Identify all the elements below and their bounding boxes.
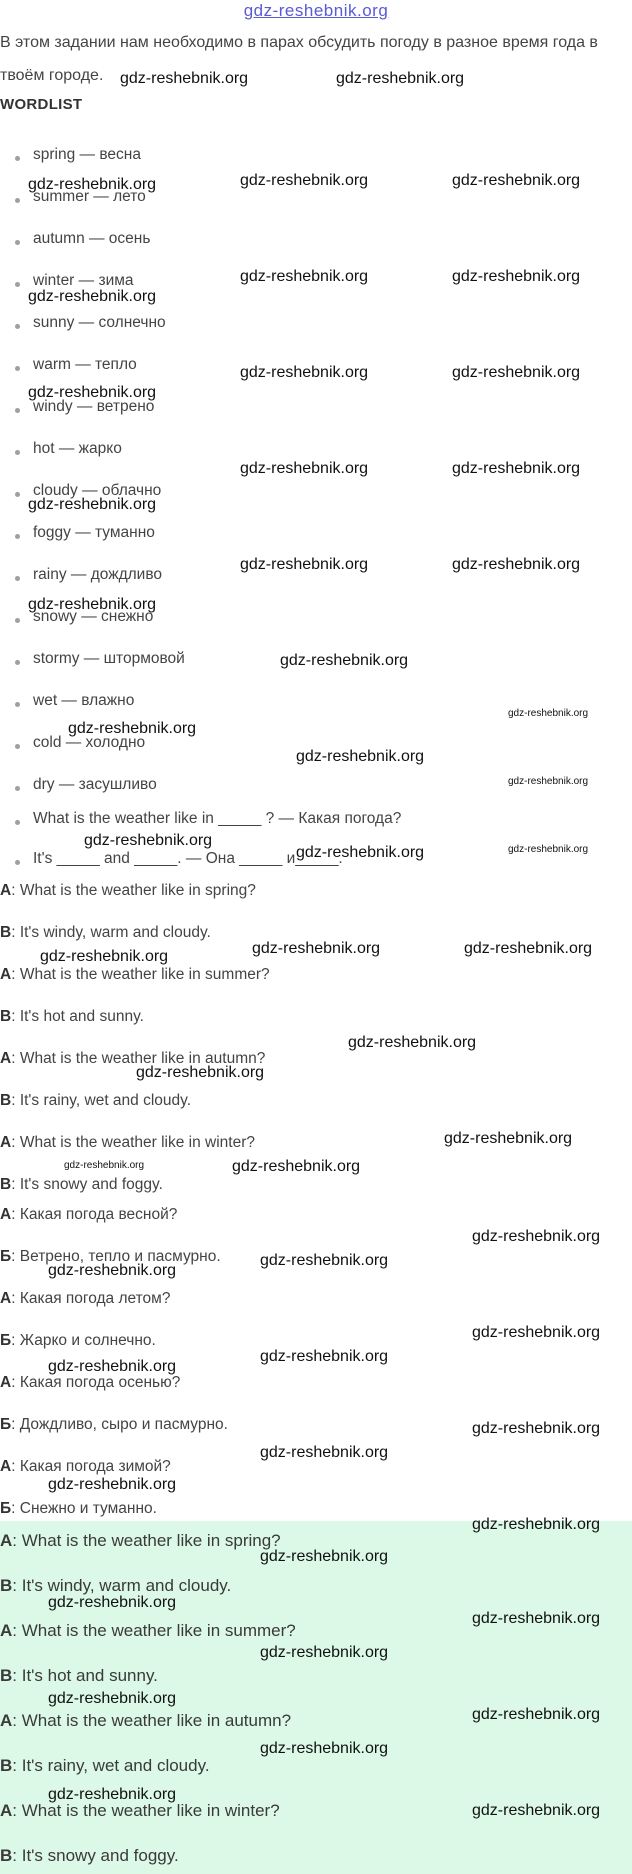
- wordlist-item: cloudy — облачно: [33, 482, 162, 499]
- dialog-line: [0, 1621, 296, 1641]
- dialog-line: [0, 1666, 158, 1686]
- speaker-label: B: [0, 1176, 12, 1193]
- line-text: : Какая погода зимой?: [11, 1458, 171, 1475]
- line-text: : What is the weather like in winter?: [12, 1801, 280, 1820]
- line-text: : What is the weather like in summer?: [12, 1621, 296, 1640]
- speaker-label: Б: [0, 1500, 12, 1517]
- wordlist-item: foggy — туманно: [33, 524, 155, 541]
- watermark-text: gdz-reshebnik.org: [48, 1358, 177, 1375]
- watermark-text: gdz-reshebnik.org: [240, 556, 369, 573]
- line-text: : What is the weather like in winter?: [11, 1134, 256, 1151]
- line-text: : What is the weather like in spring?: [11, 882, 256, 899]
- wordlist-item: cold — холодно: [33, 734, 146, 751]
- watermark-text: gdz-reshebnik.org: [452, 268, 581, 285]
- line-text: : Дождливо, сыро и пасмурно.: [11, 1416, 228, 1433]
- watermark-text: gdz-reshebnik.org: [508, 776, 589, 787]
- watermark-text: gdz-reshebnik.org: [48, 1786, 177, 1803]
- line-text: : It's hot and sunny.: [12, 1666, 158, 1685]
- watermark-text: gdz-reshebnik.org: [28, 176, 157, 193]
- dialog-line: [0, 1756, 210, 1776]
- dialog-line: [0, 924, 211, 942]
- watermark-text: gdz-reshebnik.org: [472, 1228, 601, 1245]
- watermark-text: gdz-reshebnik.org: [508, 844, 589, 855]
- speaker-label: A: [0, 1621, 13, 1640]
- speaker-label: A: [0, 882, 12, 899]
- speaker-label: А: [0, 1458, 12, 1475]
- speaker-label: B: [0, 1008, 12, 1025]
- dialog-line: [0, 966, 270, 984]
- bullet-icon: [15, 282, 20, 287]
- wordlist-heading: WORDLIST: [0, 96, 83, 113]
- line-text: : It's hot and sunny.: [11, 1008, 144, 1025]
- dialog-line: [0, 1176, 163, 1194]
- dialog-line: [0, 1711, 291, 1731]
- watermark-text: gdz-reshebnik.org: [452, 460, 581, 477]
- watermark-text: gdz-reshebnik.org: [472, 1610, 601, 1627]
- watermark-text: gdz-reshebnik.org: [260, 1348, 389, 1365]
- watermark-text: gdz-reshebnik.org: [336, 70, 465, 87]
- watermark-text: gdz-reshebnik.org: [136, 1064, 265, 1081]
- line-text: : Какая погода осенью?: [11, 1374, 181, 1391]
- bullet-icon: [15, 660, 20, 665]
- watermark-text: gdz-reshebnik.org: [260, 1740, 389, 1757]
- watermark-text: gdz-reshebnik.org: [64, 1160, 145, 1171]
- watermark-text: gdz-reshebnik.org: [240, 268, 369, 285]
- speaker-label: Б: [0, 1416, 12, 1433]
- watermark-text: gdz-reshebnik.org: [452, 172, 581, 189]
- dialog-line: [0, 882, 256, 900]
- wordlist-item: rainy — дождливо: [33, 566, 162, 583]
- wordlist-item: hot — жарко: [33, 440, 122, 457]
- watermark-text: gdz-reshebnik.org: [28, 496, 157, 513]
- bullet-icon: [15, 702, 20, 707]
- bullet-icon: [15, 786, 20, 791]
- speaker-label: B: [0, 1666, 13, 1685]
- speaker-label: A: [0, 1711, 13, 1730]
- dialog-line: [0, 1206, 177, 1224]
- watermark-text: gdz-reshebnik.org: [464, 940, 593, 957]
- line-text: : Какая погода весной?: [11, 1206, 178, 1223]
- watermark-text: gdz-reshebnik.org: [252, 940, 381, 957]
- speaker-label: А: [0, 1290, 12, 1307]
- watermark-text: gdz-reshebnik.org: [48, 1690, 177, 1707]
- bullet-icon: [15, 408, 20, 413]
- site-title[interactable]: gdz-reshebnik.org: [243, 1, 389, 20]
- dialog-line: [0, 1500, 157, 1518]
- watermark-text: gdz-reshebnik.org: [444, 1130, 573, 1147]
- line-text: : What is the weather like in spring?: [12, 1531, 281, 1550]
- wordlist-item: spring — весна: [33, 146, 141, 163]
- bullet-icon: [15, 618, 20, 623]
- watermark-text: gdz-reshebnik.org: [348, 1034, 477, 1051]
- bullet-icon: [15, 240, 20, 245]
- bullet-icon: [15, 534, 20, 539]
- wordlist-item: windy — ветрено: [33, 398, 155, 415]
- watermark-text: gdz-reshebnik.org: [48, 1476, 177, 1493]
- watermark-text: gdz-reshebnik.org: [240, 460, 369, 477]
- speaker-label: Б: [0, 1332, 12, 1349]
- watermark-text: gdz-reshebnik.org: [472, 1324, 601, 1341]
- watermark-text: gdz-reshebnik.org: [84, 832, 213, 849]
- wordlist-item: dry — засушливо: [33, 776, 157, 793]
- watermark-text: gdz-reshebnik.org: [260, 1548, 389, 1565]
- dialog-line: [0, 1008, 144, 1026]
- wordlist-item: sunny — солнечно: [33, 314, 166, 331]
- dialog-line: [0, 1458, 171, 1476]
- watermark-text: gdz-reshebnik.org: [48, 1262, 177, 1279]
- line-text: : It's windy, warm and cloudy.: [11, 924, 211, 941]
- watermark-text: gdz-reshebnik.org: [452, 364, 581, 381]
- watermark-text: gdz-reshebnik.org: [240, 364, 369, 381]
- watermark-text: gdz-reshebnik.org: [452, 556, 581, 573]
- wordlist-item: What is the weather like in _____ ? — Какая погода?: [33, 810, 402, 827]
- bullet-icon: [15, 324, 20, 329]
- speaker-label: A: [0, 1531, 13, 1550]
- speaker-label: B: [0, 1576, 13, 1595]
- line-text: : It's snowy and foggy.: [12, 1846, 179, 1865]
- watermark-text: gdz-reshebnik.org: [472, 1802, 601, 1819]
- watermark-text: gdz-reshebnik.org: [280, 652, 409, 669]
- dialog-line: [0, 1332, 156, 1350]
- dialog-line: [0, 1576, 231, 1596]
- watermark-text: gdz-reshebnik.org: [472, 1516, 601, 1533]
- wordlist-item: winter — зима: [33, 272, 134, 289]
- speaker-label: A: [0, 1134, 12, 1151]
- speaker-label: А: [0, 1374, 12, 1391]
- watermark-text: gdz-reshebnik.org: [296, 844, 425, 861]
- speaker-label: A: [0, 1801, 13, 1820]
- speaker-label: Б: [0, 1248, 12, 1265]
- bullet-icon: [15, 860, 20, 865]
- dialog-line: [0, 1134, 255, 1152]
- speaker-label: А: [0, 1206, 12, 1223]
- bullet-icon: [15, 744, 20, 749]
- watermark-text: gdz-reshebnik.org: [260, 1644, 389, 1661]
- line-text: : It's rainy, wet and cloudy.: [12, 1756, 210, 1775]
- watermark-text: gdz-reshebnik.org: [472, 1706, 601, 1723]
- wordlist-item: summer — лето: [33, 188, 146, 205]
- line-text: : Ветрено, тепло и пасмурно.: [11, 1248, 221, 1265]
- line-text: : Жарко и солнечно.: [11, 1332, 156, 1349]
- dialog-line: [0, 1290, 170, 1308]
- watermark-text: gdz-reshebnik.org: [232, 1158, 361, 1175]
- dialog-line: [0, 1801, 280, 1821]
- wordlist-item: wet — влажно: [33, 692, 135, 709]
- line-text: : It's rainy, wet and cloudy.: [11, 1092, 192, 1109]
- line-text: : Какая погода летом?: [11, 1290, 171, 1307]
- watermark-text: gdz-reshebnik.org: [28, 288, 157, 305]
- bullet-icon: [15, 450, 20, 455]
- speaker-label: B: [0, 924, 12, 941]
- line-text: : It's windy, warm and cloudy.: [12, 1576, 232, 1595]
- bullet-icon: [15, 576, 20, 581]
- watermark-text: gdz-reshebnik.org: [28, 596, 157, 613]
- speaker-label: B: [0, 1846, 13, 1865]
- line-text: : Снежно и туманно.: [11, 1500, 157, 1517]
- bullet-icon: [15, 198, 20, 203]
- speaker-label: A: [0, 1050, 12, 1067]
- watermark-text: gdz-reshebnik.org: [240, 172, 369, 189]
- speaker-label: B: [0, 1092, 12, 1109]
- wordlist-item: stormy — штормовой: [33, 650, 185, 667]
- watermark-text: gdz-reshebnik.org: [120, 70, 249, 87]
- watermark-text: gdz-reshebnik.org: [48, 1594, 177, 1611]
- bullet-icon: [15, 492, 20, 497]
- speaker-label: B: [0, 1756, 13, 1775]
- watermark-text: gdz-reshebnik.org: [28, 384, 157, 401]
- watermark-text: gdz-reshebnik.org: [296, 748, 425, 765]
- line-text: : What is the weather like in summer?: [11, 966, 270, 983]
- dialog-line: [0, 1846, 179, 1866]
- speaker-label: A: [0, 966, 12, 983]
- dialog-line: [0, 1092, 191, 1110]
- line-text: : It's snowy and foggy.: [11, 1176, 163, 1193]
- bullet-icon: [15, 366, 20, 371]
- watermark-text: gdz-reshebnik.org: [472, 1420, 601, 1437]
- wordlist-item: warm — тепло: [33, 356, 137, 373]
- watermark-text: gdz-reshebnik.org: [40, 948, 169, 965]
- line-text: : What is the weather like in autumn?: [12, 1711, 292, 1730]
- watermark-text: gdz-reshebnik.org: [260, 1444, 389, 1461]
- wordlist-item: autumn — осень: [33, 230, 151, 247]
- dialog-line: [0, 1531, 281, 1551]
- watermark-text: gdz-reshebnik.org: [508, 708, 589, 719]
- bullet-icon: [15, 820, 20, 825]
- wordlist-item: It's _____ and _____. — Она _____ и_____.: [33, 850, 343, 867]
- dialog-line: [0, 1416, 228, 1434]
- watermark-text: gdz-reshebnik.org: [68, 720, 197, 737]
- watermark-text: gdz-reshebnik.org: [260, 1252, 389, 1269]
- bullet-icon: [15, 156, 20, 161]
- dialog-line: [0, 1374, 180, 1392]
- intro-paragraph: В этом задании нам необходимо в парах обсудить погоду в разное время года в твоём городе.: [0, 34, 598, 84]
- line-text: : What is the weather like in autumn?: [11, 1050, 266, 1067]
- wordlist-item: snowy — снежно: [33, 608, 154, 625]
